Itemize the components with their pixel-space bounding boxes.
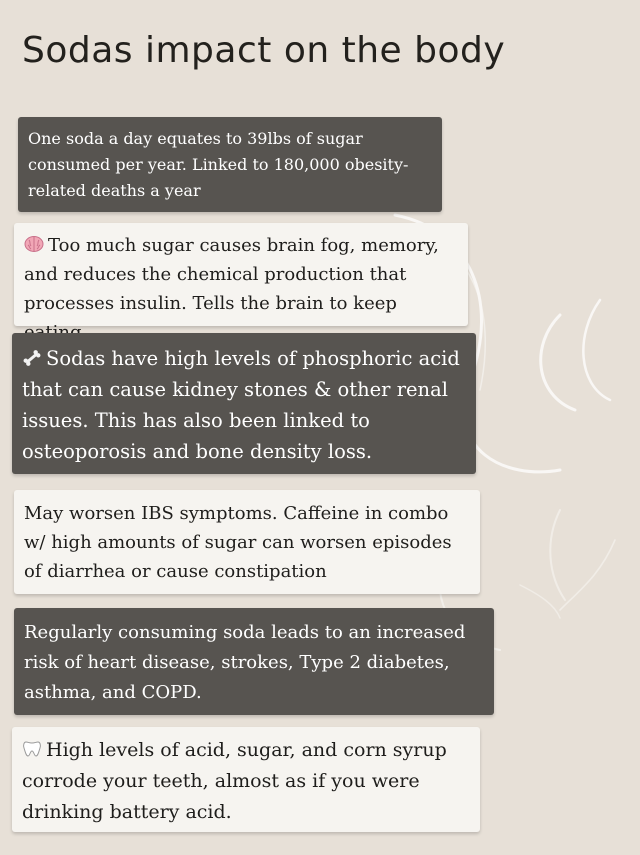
brain-icon bbox=[24, 235, 44, 253]
fact-card-text: High levels of acid, sugar, and corn syrup corrode your teeth, almost as if you were drinking battery acid. bbox=[22, 739, 447, 823]
fact-card-text: May worsen IBS symptoms. Caffeine in combo w/ high amounts of sugar can worsen episodes of diarrhea or cause constipation bbox=[24, 503, 452, 582]
fact-card-heart-disease bbox=[14, 608, 494, 715]
bone-icon bbox=[22, 349, 42, 367]
fact-card-text: Regularly consuming soda leads to an increased risk of heart disease, strokes, Type 2 diabetes, asthma, and COPD. bbox=[24, 622, 466, 703]
page-title: Sodas impact on the body bbox=[22, 30, 506, 71]
fact-card-ibs bbox=[14, 490, 480, 594]
fact-card-text: Too much sugar causes brain fog, memory, and reduces the chemical production that processes insulin. Tells the brain to keep bbox=[24, 235, 439, 314]
fact-card-teeth bbox=[12, 727, 480, 832]
fact-card-text: Sodas have high levels of phosphoric acid that can cause kidney stones & other renal issues. This has also been linked to osteoporosis and bone density loss. bbox=[22, 347, 460, 463]
fact-card-sugar-per-year bbox=[18, 117, 442, 212]
fact-card-brain bbox=[14, 223, 468, 326]
tooth-icon bbox=[22, 740, 42, 758]
fact-card-phosphoric-acid bbox=[12, 333, 476, 474]
fact-card-text: One soda a day equates to 39lbs of sugar consumed per year. Linked to 180,000 obesity-related deaths a year bbox=[28, 129, 409, 200]
